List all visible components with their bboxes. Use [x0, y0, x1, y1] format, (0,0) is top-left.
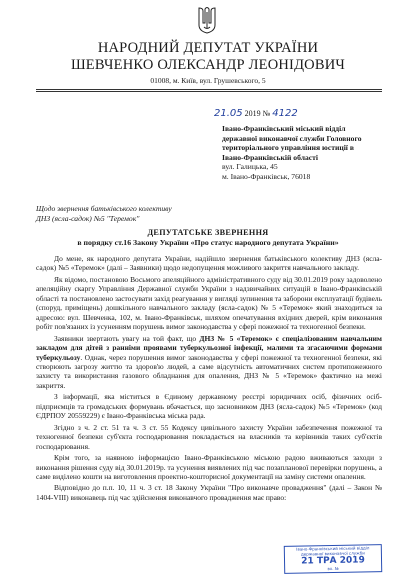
stamp-line-1: Івано-Франківський міський відділ [296, 545, 370, 552]
recipient-line-1: Івано-Франківський міський відділ [222, 124, 346, 133]
paragraph-3 [36, 334, 382, 391]
incoming-stamp [284, 544, 382, 574]
paragraph-6: Крім того, за наявною інформацією Івано-Франківською міською радою вживаються заходи з виконання рішення суду від 30.01.2019р. та усунення виявлених під час позапланової перевірки порушень, а саме виділено кошти на виготовлення проектно-кошторисної документації на заміну системи опалення. [36, 453, 382, 481]
paragraph-7: Відповідно до п.п. 10, 11 ч. 3 ст. 18 Закону України "Про виконавче провадження" (далі – Закон № 1404-VIII) виконавець під час здійснення виконавчого провадження має право: [36, 483, 382, 502]
deputy-address: 01008, м. Київ, вул. Грушевського, 5 [150, 76, 266, 85]
recipient-block [222, 124, 382, 182]
recipient-line-4: Івано-Франківській області [222, 152, 318, 162]
document-subtitle: в порядку ст.16 Закону України «Про статус народного депутата України» [77, 238, 339, 247]
paragraph-3-end: . Однак, через порушення вимог законодавства у сфері пожежної та техногенної безпеки, які створюють загрозу життю та здоров'ю людей, а саме відсутність автоматичних систем протипожежного захисту та використання газового обладнання для опалення, ДНЗ № 5 «Теремок» фактично на межі закриття. [36, 352, 382, 390]
subject-line-2: ДНЗ (ясла-садок) №5 "Теремок" [36, 213, 140, 223]
header-divider-2 [36, 91, 382, 92]
stamp-line-2: державної виконавчої служби [300, 550, 365, 557]
subject-block [36, 204, 172, 223]
registration-year: 2019 № [244, 109, 271, 118]
letter-body [36, 254, 382, 504]
recipient-line-3: територіального управління юстиції в [222, 143, 354, 153]
paragraph-3-start: Заявники звертають увагу на той факт, що [54, 333, 200, 343]
document-title: ДЕПУТАТСЬКЕ ЗВЕРНЕННЯ [147, 228, 269, 237]
paragraph-4: З інформації, яка міститься в Єдиному державному реєстрі юридичних осіб, фізичних осіб-підприємців та громадських формувань вбачається, що засновником ДНЗ (ясла-садок) №5 «Теремок» (код ЄДРПОУ 20559229) є Івано-Франківська міська рада. [36, 392, 382, 421]
header-divider [36, 89, 382, 90]
registration-date: 21.05 [214, 108, 243, 119]
stamp-date: 21 ТРА 2019 [301, 555, 365, 567]
paragraph-2: Як відомо, постановою Восьмого апеляційного адміністративного суду від 30.01.2019 року задоволено апеляційну скаргу Управління Державної служби України з надзвичайних ситуацій в Івано-Франківській області та постановлено застосувати захід реагування у вигляді зупинення та заборони експлуатації будівель (споруд, приміщень) дошкільного навчального закладу (ясла-садок) № 5 «Теремок» який знаходиться за адресою: вул. Шевченка, 102, м. Івано-Франківськ, шляхом опечатування вхідних дверей, крім виконання робіт пов'язаних із усуненням порушень вимог законодавства у сфері пожежної та техногенної безпеки. [36, 274, 382, 332]
deputy-name: ШЕВЧЕНКО ОЛЕКСАНДР ЛЕОНІДОВИЧ [70, 57, 345, 73]
recipient-street: вул. Галицька, 45 [222, 162, 278, 172]
recipient-city: м. Івано-Франківськ, 76018 [222, 171, 311, 181]
trident-emblem-icon [198, 6, 216, 34]
paragraph-5: Згідно з ч. 2 ст. 51 та ч. 3 ст. 55 Кодексу цивільного захисту України забезпечення пожежної та техногенної безпеки суб'єкта господарювання покладається на власників та керівників таких суб'єктів господарювання. [36, 422, 382, 451]
subject-line-1: Щодо звернення батьківського колективу [36, 204, 172, 213]
deputy-title: НАРОДНИЙ ДЕПУТАТ УКРАЇНИ [97, 40, 319, 56]
paragraph-1: До мене, як народного депутата України, надійшло звернення батьківського колективу ДНЗ (ясла-садок) №5 «Теремок» (далі – Заявники) щодо недопущення можливого закриття навчального закладу. [36, 254, 382, 273]
paragraph-3-emphasis: ДНЗ № 5 «Теремок» є спеціалізованим навчальним закладом для дітей з ранніми проявами туберкульозної інфекції, малими та згасаючими формами туберкульозу [36, 333, 382, 362]
registration-number: 4122 [272, 108, 298, 119]
registration-line [214, 109, 298, 119]
stamp-line-3: вх. № [327, 565, 339, 572]
recipient-line-2: державної виконавчої служби Головного [222, 133, 362, 143]
